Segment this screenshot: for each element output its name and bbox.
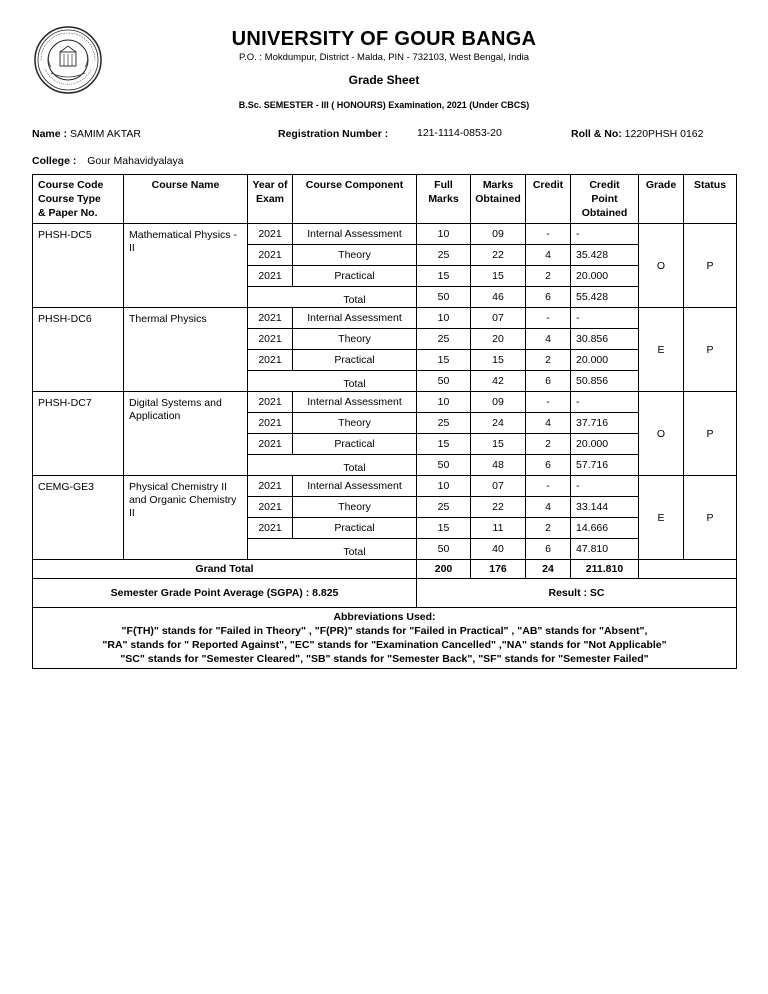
table-header-row — [33, 175, 737, 224]
total-credit-point: 50.856 — [571, 371, 639, 392]
credit: 4 — [526, 245, 571, 266]
name-label: Name : — [32, 128, 68, 140]
total-year-empty — [248, 455, 417, 476]
exam-year: 2021 — [248, 224, 293, 245]
table-row — [33, 308, 737, 329]
grade: O — [639, 224, 684, 308]
exam-year: 2021 — [248, 518, 293, 539]
col-header-full: Full Marks — [417, 175, 471, 224]
roll-number: 1220PHSH 0162 — [624, 128, 704, 140]
grade: E — [639, 308, 684, 392]
course-component: Theory — [293, 497, 417, 518]
total-marks-obtained: 48 — [471, 455, 526, 476]
exam-title: B.Sc. SEMESTER - III ( HONOURS) Examination, 2021 (Under CBCS) — [238, 100, 530, 110]
status: P — [684, 224, 737, 308]
col-header-status: Status — [684, 175, 737, 224]
total-full-marks: 50 — [417, 539, 471, 560]
credit-point-obtained: 20.000 — [571, 350, 639, 371]
credit: 2 — [526, 434, 571, 455]
total-credit-point: 57.716 — [571, 455, 639, 476]
total-label: Total — [343, 293, 366, 306]
credit: 2 — [526, 350, 571, 371]
credit-point-obtained: 37.716 — [571, 413, 639, 434]
marks-obtained: 07 — [471, 476, 526, 497]
grand-total-row — [33, 560, 737, 579]
university-name: UNIVERSITY OF GOUR BANGA — [231, 28, 537, 50]
course-component: Practical — [293, 350, 417, 371]
total-credit-point: 47.810 — [571, 539, 639, 560]
course-name: Thermal Physics — [124, 308, 248, 392]
total-marks-obtained: 46 — [471, 287, 526, 308]
col-header-code: Course Code Course Type & Paper No. — [33, 175, 124, 224]
total-label: Total — [343, 545, 366, 558]
full-marks: 15 — [417, 266, 471, 287]
abbreviations-cell — [33, 608, 737, 669]
total-marks-obtained: 42 — [471, 371, 526, 392]
total-marks-obtained: 40 — [471, 539, 526, 560]
status: P — [684, 308, 737, 392]
status: P — [684, 392, 737, 476]
col-header-name: Course Name — [124, 175, 248, 224]
course-component: Practical — [293, 266, 417, 287]
credit: 4 — [526, 329, 571, 350]
grade: O — [639, 392, 684, 476]
exam-year: 2021 — [248, 329, 293, 350]
marks-obtained: 09 — [471, 224, 526, 245]
abbreviations-line-2: "RA" stands for " Reported Against", "EC" stands for "Examination Cancelled" ,"NA" stands for "Not Applicable" — [102, 639, 667, 651]
exam-year: 2021 — [248, 476, 293, 497]
marks-obtained: 15 — [471, 434, 526, 455]
total-full-marks: 50 — [417, 371, 471, 392]
credit-point-obtained: - — [571, 308, 639, 329]
grand-total-obtained: 176 — [471, 560, 526, 579]
exam-year: 2021 — [248, 308, 293, 329]
marks-obtained: 07 — [471, 308, 526, 329]
full-marks: 15 — [417, 350, 471, 371]
credit-point-obtained: - — [571, 476, 639, 497]
exam-year: 2021 — [248, 266, 293, 287]
col-header-component: Course Component — [293, 175, 417, 224]
full-marks: 10 — [417, 224, 471, 245]
grand-total-label: Grand Total — [33, 560, 417, 579]
credit-point-obtained: 20.000 — [571, 434, 639, 455]
total-credit-point: 55.428 — [571, 287, 639, 308]
full-marks: 25 — [417, 245, 471, 266]
total-credit: 6 — [526, 371, 571, 392]
abbreviations-row — [33, 608, 737, 669]
registration-number: 121-1114-0853-20 — [417, 127, 502, 139]
credit: 4 — [526, 497, 571, 518]
exam-year: 2021 — [248, 392, 293, 413]
credit: 2 — [526, 518, 571, 539]
grand-total-cpo: 211.810 — [571, 560, 639, 579]
col-header-year: Year of Exam — [248, 175, 293, 224]
university-address: P.O. : Mokdumpur, District - Malda, PIN - 732103, West Bengal, India — [238, 52, 530, 63]
credit-point-obtained: - — [571, 392, 639, 413]
college-label: College : — [32, 155, 77, 167]
table-row — [33, 392, 737, 413]
grand-total-full: 200 — [417, 560, 471, 579]
exam-year: 2021 — [248, 413, 293, 434]
total-credit: 6 — [526, 539, 571, 560]
credit: - — [526, 308, 571, 329]
full-marks: 10 — [417, 392, 471, 413]
col-header-credit: Credit — [526, 175, 571, 224]
grade-table — [32, 174, 737, 669]
course-code: PHSH-DC7 — [33, 392, 124, 476]
marks-obtained: 11 — [471, 518, 526, 539]
credit-point-obtained: 35.428 — [571, 245, 639, 266]
course-name: Mathematical Physics - II — [124, 224, 248, 308]
total-full-marks: 50 — [417, 287, 471, 308]
sgpa-text: Semester Grade Point Average (SGPA) : 8.825 — [33, 579, 417, 608]
registration-label — [278, 128, 388, 140]
exam-year: 2021 — [248, 434, 293, 455]
total-credit: 6 — [526, 455, 571, 476]
exam-year: 2021 — [248, 245, 293, 266]
marks-obtained: 22 — [471, 497, 526, 518]
course-component: Practical — [293, 518, 417, 539]
total-label: Total — [343, 377, 366, 390]
student-name: SAMIM AKTAR — [69, 128, 141, 140]
credit: 2 — [526, 266, 571, 287]
course-component: Practical — [293, 434, 417, 455]
total-label: Total — [343, 461, 366, 474]
marks-obtained: 09 — [471, 392, 526, 413]
col-header-obtained: Marks Obtained — [471, 175, 526, 224]
full-marks: 10 — [417, 476, 471, 497]
total-year-empty — [248, 371, 417, 392]
course-code: CEMG-GE3 — [33, 476, 124, 560]
student-name-field — [32, 128, 141, 140]
marks-obtained: 15 — [471, 350, 526, 371]
credit: 4 — [526, 413, 571, 434]
col-header-grade: Grade — [639, 175, 684, 224]
result-text: Result : SC — [417, 579, 737, 608]
credit-point-obtained: 20.000 — [571, 266, 639, 287]
reg-label: Registration Number : — [278, 128, 389, 140]
abbreviations-line-3: "SC" stands for "Semester Cleared", "SB" stands for "Semester Back", "SF" stands for "Semester Failed" — [120, 653, 649, 665]
course-component: Internal Assessment — [293, 392, 417, 413]
college-name: Gour Mahavidyalaya — [87, 155, 184, 167]
course-code: PHSH-DC5 — [33, 224, 124, 308]
roll-label: Roll & No: — [571, 128, 622, 140]
course-code: PHSH-DC6 — [33, 308, 124, 392]
abbreviations-line-1: "F(TH)" stands for "Failed in Theory" , "F(PR)" stands for "Failed in Practical" , "AB" stands for "Absent", — [121, 625, 648, 637]
total-credit: 6 — [526, 287, 571, 308]
college-field — [32, 155, 184, 167]
full-marks: 25 — [417, 413, 471, 434]
full-marks: 25 — [417, 497, 471, 518]
credit-point-obtained: 14.666 — [571, 518, 639, 539]
course-component: Internal Assessment — [293, 224, 417, 245]
grand-total-empty — [639, 560, 737, 579]
exam-year: 2021 — [248, 350, 293, 371]
credit-point-obtained: 30.856 — [571, 329, 639, 350]
total-full-marks: 50 — [417, 455, 471, 476]
full-marks: 15 — [417, 434, 471, 455]
table-row — [33, 476, 737, 497]
full-marks: 25 — [417, 329, 471, 350]
grand-total-credit: 24 — [526, 560, 571, 579]
course-component: Theory — [293, 329, 417, 350]
course-component: Internal Assessment — [293, 476, 417, 497]
full-marks: 10 — [417, 308, 471, 329]
col-header-cpo: Credit Point Obtained — [571, 175, 639, 224]
status: P — [684, 476, 737, 560]
credit-point-obtained: 33.144 — [571, 497, 639, 518]
total-year-empty — [248, 539, 417, 560]
roll-field — [571, 128, 703, 140]
course-component: Theory — [293, 245, 417, 266]
marks-obtained: 15 — [471, 266, 526, 287]
marks-obtained: 22 — [471, 245, 526, 266]
credit: - — [526, 392, 571, 413]
sgpa-row — [33, 579, 737, 608]
course-component: Internal Assessment — [293, 308, 417, 329]
total-year-empty — [248, 287, 417, 308]
sheet-title: Grade Sheet — [348, 73, 420, 87]
marks-obtained: 24 — [471, 413, 526, 434]
credit-point-obtained: - — [571, 224, 639, 245]
credit: - — [526, 224, 571, 245]
course-name: Physical Chemistry II and Organic Chemistry II — [124, 476, 248, 560]
course-name: Digital Systems and Application — [124, 392, 248, 476]
full-marks: 15 — [417, 518, 471, 539]
credit: - — [526, 476, 571, 497]
abbreviations-title: Abbreviations Used: — [333, 611, 436, 623]
course-component: Theory — [293, 413, 417, 434]
table-row — [33, 224, 737, 245]
exam-year: 2021 — [248, 497, 293, 518]
grade: E — [639, 476, 684, 560]
marks-obtained: 20 — [471, 329, 526, 350]
